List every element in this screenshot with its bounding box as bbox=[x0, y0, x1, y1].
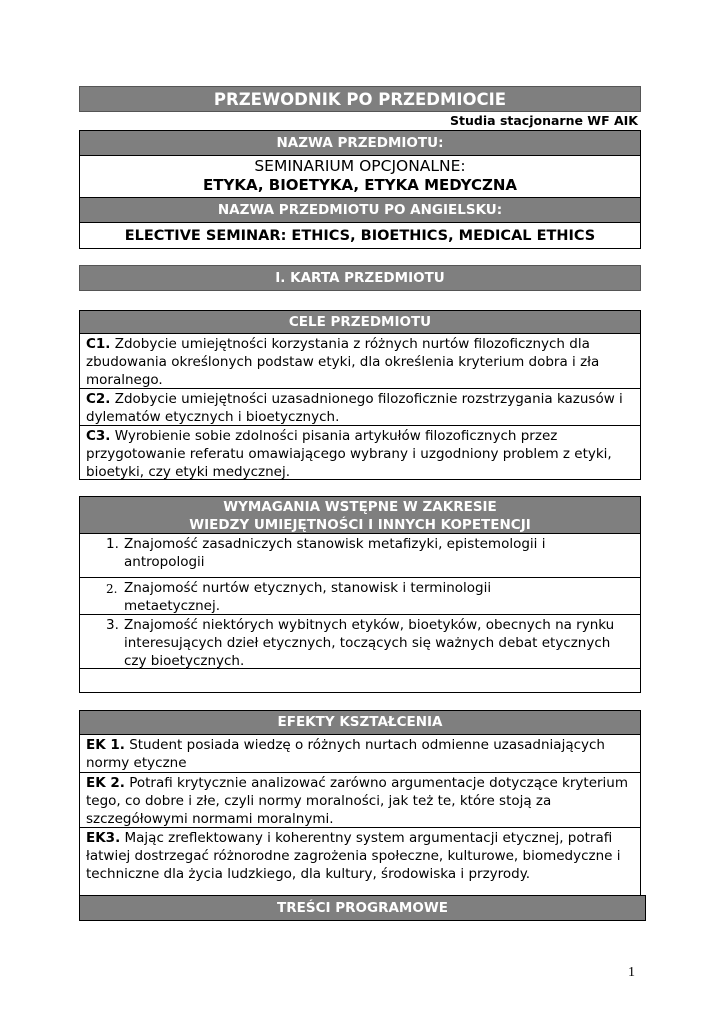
requirements-table bbox=[79, 496, 641, 693]
goals-title: CELE PRZEDMIOTU bbox=[80, 311, 640, 334]
outcome-code: EK 1. bbox=[86, 737, 125, 753]
course-name-line1: SEMINARIUM OPCJONALNE: bbox=[254, 157, 466, 175]
requirement-number: 1. bbox=[106, 536, 119, 552]
requirement-item bbox=[80, 534, 640, 577]
goals-table bbox=[79, 310, 641, 480]
course-name-block bbox=[79, 130, 641, 249]
outcome-item bbox=[80, 827, 640, 897]
requirement-empty-row bbox=[80, 668, 640, 692]
goal-text: Wyrobienie sobie zdolności pisania artykułów filozoficznych przez przygotowanie referatu omawiającego wybrany i uzgodniony problem z etyki, bioetyki, czy etyki medycznej. bbox=[86, 428, 612, 480]
outcomes-table bbox=[79, 710, 641, 895]
page-number: 1 bbox=[628, 965, 635, 980]
outcome-item bbox=[80, 735, 640, 772]
requirements-title-line1: WYMAGANIA WSTĘPNE W ZAKRESIE bbox=[223, 499, 497, 515]
goal-code: C2. bbox=[86, 391, 111, 407]
requirement-item bbox=[80, 614, 640, 668]
study-mode-label: Studia stacjonarne WF AIK bbox=[450, 113, 638, 128]
section-title: I. KARTA PRZEDMIOTU bbox=[79, 265, 641, 291]
goal-text: Zdobycie umiejętności korzystania z różnych nurtów filozoficznych dla zbudowania określonych podstaw etyki, dla określenia kryterium dobra i zła moralnego. bbox=[86, 336, 600, 388]
goal-item bbox=[80, 425, 640, 480]
program-contents-title: TREŚCI PROGRAMOWE bbox=[79, 895, 646, 921]
goal-item bbox=[80, 334, 640, 388]
outcome-text: Potrafi krytycznie analizować zarówno argumentacje dotyczące kryterium tego, co dobre i złe, czyli normy moralności, jak też te, które stoją za szczegółowymi normami moralnymi. bbox=[86, 775, 629, 827]
course-name-label: NAZWA PRZEDMIOTU: bbox=[80, 131, 640, 156]
requirements-title bbox=[80, 497, 640, 534]
requirement-item bbox=[80, 577, 640, 614]
course-english-name: ELECTIVE SEMINAR: ETHICS, BIOETHICS, MEDICAL ETHICS bbox=[124, 228, 596, 244]
goal-text: Zdobycie umiejętności uzasadnionego filozoficznie rozstrzygania kazusów i dylematów etycznych i bioetycznych. bbox=[86, 391, 623, 425]
goal-code: C1. bbox=[86, 336, 111, 352]
requirement-text: Znajomość zasadniczych stanowisk metafizyki, epistemologii i antropologii bbox=[124, 536, 546, 570]
document-title: PRZEWODNIK PO PRZEDMIOCIE bbox=[79, 86, 641, 112]
outcomes-title: EFEKTY KSZTAŁCENIA bbox=[80, 711, 640, 735]
outcome-text: Student posiada wiedzę o różnych nurtach odmienne uzasadniających normy etyczne bbox=[86, 737, 605, 771]
requirement-number: 3. bbox=[106, 617, 119, 633]
requirement-text: Znajomość niektórych wybitnych etyków, bioetyków, obecnych na rynku interesujących dzieł etycznych, toczących się ważnych debat etycznych czy bioetycznych. bbox=[124, 617, 615, 669]
outcome-text: Mając zreflektowany i koherentny system argumentacji etycznej, potrafi łatwiej dostrzegać różnorodne zagrożenia społeczne, kulturowe, biomedyczne i techniczne dla życia ludzkiego, dla kultury, środowiska i przyrody. bbox=[86, 830, 621, 882]
outcome-code: EK3. bbox=[86, 830, 121, 846]
course-english-label: NAZWA PRZEDMIOTU PO ANGIELSKU: bbox=[80, 198, 640, 223]
course-name bbox=[80, 156, 640, 198]
requirement-text: Znajomość nurtów etycznych, stanowisk i terminologii metaetycznej. bbox=[124, 580, 492, 614]
goal-item bbox=[80, 388, 640, 425]
requirements-title-line2: WIEDZY UMIEJĘTNOŚCI I INNYCH KOPETENCJI bbox=[189, 517, 531, 533]
goal-code: C3. bbox=[86, 428, 111, 444]
requirement-number: 2. bbox=[106, 582, 118, 596]
course-name-line2: ETYKA, BIOETYKA, ETYKA MEDYCZNA bbox=[202, 176, 517, 194]
outcome-item bbox=[80, 772, 640, 827]
outcome-code: EK 2. bbox=[86, 775, 125, 791]
